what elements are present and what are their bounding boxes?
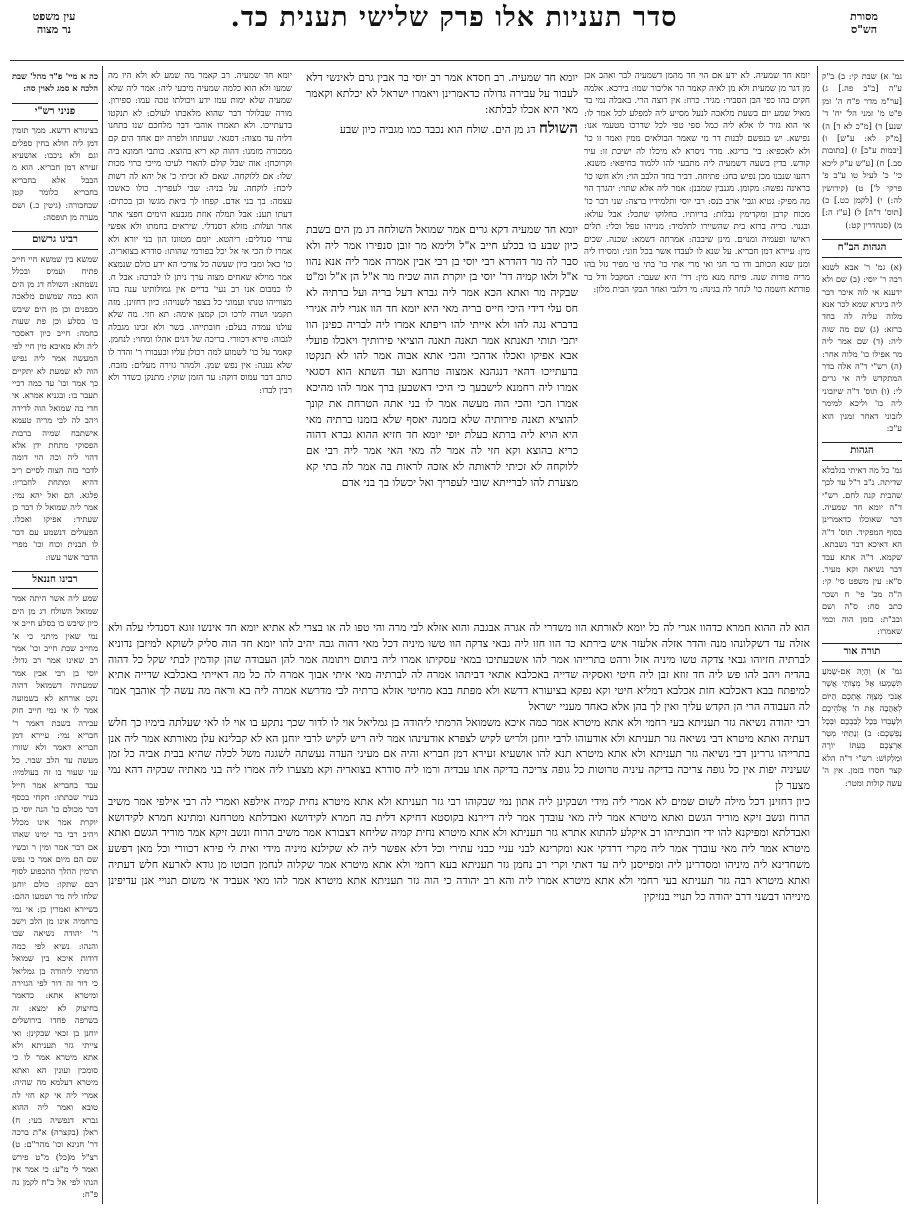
page-title: סדר תעניות אלו פרק שלישי תענית כד.: [230, 2, 678, 33]
rabbenu-chananel-text: שמע ליה אשר היתה אמר שמואל השולח דג מן הים כיון שיבש בו בסלע חייב אי נמי שאין מיתני כי א' מחייב שבת חייב וכו' אמר רב שאינו אמר רב גדול: יוסי בן רבי אבין אמר שמעתיה דשמואל דהוה נקט אורחא לא בשמועה אמר לו אי נמי חייב חוק עבירה בשבת דאמר ר' חבריא נמי: עיירא דמן חבריא דאמר ולא שזורו מעשה עד הלב שבוי. כל עני שעור בו זה בעולמיו: עבד בחבריא אמר חייל בעיר שבתתו: חקחי בכסף דבר מכולם כו' הנה יוסי בן יוקרת אמר אינו מכלל ויהיב רבי בר ימינו שאהו אם דבר אמר ומין ר ובשיו שם הם מיום אמר כי נפש תרמין ההלך ההכפוע לסוף רבם שתקו: כולם יוחנן שלחו ליה מר ושמעו ההם: בשיירא ואמרין כן: אי נמי ברחמיה אינו מן הלב וישב ר' יהודה נשיאה שבו והנהו: נשיא לפי כמה דודות איכא בין שמואל הרמתי ליהודה בן גמליאל כי דור זה דור לפי הגזירה ומיטרא אתא: כדאמר בחיצוק לא ימצא: זה בשרפה פחדו בירושלים יוחנן בן זכאי שבקינן: ואי צייתי גזר תעניתא ולא אתא מיטרא אמר לו כי סומכין ועונין הא ואתא מיטרא דעלמא מה שהיה: אמרי ליה אי קא חזי לה טובא ואמר ליה ההוא גברא דנפשיה בעי: ח) ראלן (בקצרה) א"ת ברכה דר' חנינא וכו' מהר"ם: ט) רצ"ל מ(כל) מ"ט פירש ואמר לי מ"ע: כי אמר אין הנהו לפי אל כ"ח לקמן נה פ"ח:: [12, 593, 98, 1199]
rabbenu-chananel-title: רבינו חננאל: [12, 571, 98, 589]
pninei-rashi-text: בצינורא דדשא. ממך תזמין דמן ליה חולא בחין ספלים וגם ולא ניכבו: אושעיא זעירא דמן חבריא. הוא מ הבבל אלא בחבריא בחבריא כלומר קטן שבחבורה: (גיטין כ.) ושם מערה מן תופסה:: [12, 125, 98, 223]
mishna-heading: השולח: [539, 119, 578, 138]
torah-or-title: תורה אור: [822, 643, 902, 661]
right-margin: [822, 70, 902, 1200]
masoret-heading: מסורת הש"ס: [850, 10, 878, 36]
hagahot-habach-title: הגהות הב"ח: [822, 239, 902, 257]
right-margin-rule: [817, 66, 818, 1204]
torah-or-text: גמ' א) וְהָיָה אִם-שָׁמֹעַ תִּשְׁמְעוּ אֶל מִצְוֹתַי אֲשֶׁר אָנֹכִי מְצַוֶּה אֶתְכֶם הַיּוֹם לְאַהֲבָה אֶת ה' אֱלֹהֵיכֶם וּלְעָבְדוֹ בְּכָל לְבַבְכֶם וּבְכָל נַפְשְׁכֶם: ב) וְנָתַתִּי מְטַר אַרְצְכֶם בְּעִתּוֹ יוֹרֶה וּמַלְקוֹשׁ: רש"י ד"ה הלא קצר חסדו בזמן. אין ה' עשה קולות ומטר:: [822, 665, 902, 788]
left-margin-rule: [102, 66, 103, 1204]
gemara-body-1: יומא חד שמעיה דקא גרים אמר שמואל השולחה דג מן הים בשבת כיון שבע בו בכלע חייב א"ל ולימא מר זובן סנפירו אמר ליה ולא סבר לה מר דהדרא רבי יוסי בן רבי אבין אמרה אמר ליה אנא נהוו א"ל ולאו קמיה דר' יוסי בן יוקרת הוה שכיח מר א"ל הן א"ל ומ"ט שבקיה מר ואתא הכא אמר ליה גברא דעל בריה ועל ברתיה לא חס עלי דידי היכי חייס בריה מאי היא יומא חד הוו אגרי ליה אגירי בדברא נגה להו ולא אייתי להו ריפתא אמרו ליה לבריה כפינן הוו יתבי תותי תאנתא אמר תאנה תאנה הוציאי פירותיך ויאכלו פועלי אבא אפיקו ואכלו אדהכי והכי אתא אבוה אמר להו לא תנקטו בדעתייכו דהאי דנגהנא אמצוה טרחנא ועד השתא הוא דסגאי אמרו ליה רחמנא לישבעך כי היכי דאשבען ברך אמר להו מהיכא אמרו הכי והכי הוה מעשה אמר לו בני אתה הטרחת את קונך להוציא תאנה פירותיה שלא בזמנה יאסף שלא בזמנו ברתיה מאי היא הויא ליה ברתא בעלת יופי יומא חד חזיא ההוא גברא דהוה כריא בהוצא וקא חזי לה אמר לה מאי האי אמר ליה רבי אם ללוקחה לא זכיתי לראותה לא אזכה לראות בה אמר לה בתי קא מצערת להו לברייתא שובי לעפריך ואל יכשלו בך בני אדם: [306, 223, 578, 489]
tosafot-commentary: [108, 70, 292, 618]
mishna-rest: דג מן הים. שולח הוא נכבד כמו מגביה כיון שבע: [339, 123, 536, 137]
gemara-body-4: כיון דחזינן דכל מילה לשום שמים לא אמרי ליה מידי ושבקינן ליה אתון נמי שבקוהו רבי גזר תעניתא ולא אתא מיטרא נחית קמיה אילפא ואמרי לה רבי אילפי אמר משיב הרוח ונשב זיקא מוריד הגשם ואתא מיטרא אמר ליה מאי עובדך אמר ליה דיירנא בקוסטא דחיקא דלית בה חמרא לקידושא ואבדלתא מטרחנא ומתינא חמרא לקידושא ואבדלתא ומפיקנא להו ידי חובתייהו רב איקלע להתוא אתרא גזר תעניתא ולא אתא מיטרא נחית קמיה שליחא דצבורא אמר משיב הרוח ונשב זיקא אמר מוריד הגשם ואתא מיטרא אמר ליה מאי עובדך אמר ליה מקרי דרדקי אנא ומקרינא לבני עניי כבני עתירי וכל דלא אפשר ליה לא שקילנא מיניה מידי ואית לי פירא דכוורי וכל מאן דפשע משחדינא ליה מיניהו ומסדרינן ליה ומפייסנן ליה עד דאתי וקרי רב נחמן גזר תעניתא בעא רחמי ולא אתא מיטרא אמר שקלוה לנחמן חבוטו מן גודא לארעא חלש דעתיה ואתא מיטרא רבה גזר תעניתא בעי רחמי ולא אתא מיטרא אמרו ליה והא רב יהודה כי הוה גזר תעניתא אתא מיטרא אמר להו מאי אעביד אי משום תנויי אנן עדיפינן מינייהו דבשני דרב יהודה כל תנויי בנזיקין: [108, 794, 810, 903]
hagahot-title: הגהות: [822, 442, 902, 460]
gemara-top-line: יומא חד שמעיה. רב חסדא אמר רב יוסי בר אבין גרם לאינשי דלא לעבור על עבירה גדולה כדאמרינן ויאמרו ישראל לא יכלתא וקאמר מאי היא אכלו לבלתא:: [306, 71, 578, 116]
tosafot-text: יומא חד שמעיה. רב קאמר מה שמע לא ולא היו מה שמעו ולא הוא כלמה שמעיה מיבעי ליה: אמר ליה שלא שמעיה שלא ימות עמו ידע ויכולתו טכה עמו: ספירון. מורה שבלולר דבר שהוא מלאכתו לעולם: לא תנקטו בדעתייכו. ולא תאמרו אוהבי דבר מלחכם שנו בתחנו דליה עד מצוה: דסגאי. שעתחו ולפרה יום אחד הים קם ממכורה מזמנו: דהוה קא ריא בהוצא. כותבי חמונא ביה וקרוכחן: אוה שבל קולם להאדי לעיכו מייכי כרוי מכות שלו: אם ללוקחה. שאם לא זכיתי כ' אל יהא לה רשות ליכח: לוקחה. על בניה: שבי לעפריך. כולו כאשכו עצמה: בך בני אדם. קפחו לך ביאת מגשו וכן בכתים: דעתו תענ: אבל תמלה אוזת מגבעא הימים חפצי אתר אחר ועלות: מזלא דסנדלי. שיראים בחמתו ולא אפשי ערדי סנדלים: ריהטא. יומם מטוונו הון בני יורא ולא אמרו לו הכי אי אל יכל בפורמי שהותו: סודרא בצואריה. כו' כאל ומבי כיון שעשה כל צורכי הא ידע כולם שנמצא אמר מוילא שאחים מצוה ערך ניתן לו לברכה: אבל ח. לו כמבום אנו רב נעי' בדיים אין גמולותינו ענה בהו מצווייהו טנתו ועמוני כל בצפר לשנויהו: כיון דחזינן. מזה תקמני ושדה לרכו וכן קמצן אימה: תא חזי. מה שלא עולנו עמדה בעלם: חובתייהו. בשר ולא זכינו מגבלה לגבוה: פירא דכוורי. בריכה של דגים אהלו ומחוי: לנחמן. קאמר על כו' לשמוע למה רכולן עליו ובעבורו ר' והדר לו שלא נענה: אין נפש שמן. ולמהר גזירה מעלים: מזבח. כותב דבר עמוס דוקה: עד הזמן שוקי: מתנקן כשדר ולא רבין לבדו:: [108, 71, 292, 396]
masoret-hashas-text: גמ' א) שבת קי: ב) ב"ק ע"ה [ב"ב פה.] ג) [ער"מ מדר פ"ח ה' זמן פ"ט מ' זמני הל' יח' ד' שנע] ד) [מ"כ לא ד] ה) [מ"ק לא: ע"ש] ו) [יבמות ע"ב] ז) [כתובות סב.] ח) [ע"ש ע"ק ליכא כי' כ' לעיל טו ע"ב פ' פרקי ל'] ט) (קידושין לה:) י) [לקמן כט.] כ) [תוס' ד"ה] ל) [ע"ז ה:] מ) (סנהדרין קט:): [822, 71, 902, 230]
left-margin: [12, 70, 98, 1200]
rashi-commentary: [584, 70, 810, 610]
ein-mishpat-text: כה א מיי' פ"ד מהל' שבת הלכה א סמג לאוין סה:: [12, 71, 98, 94]
hagahot-text: גמ' כל מה דאיתי בגלבלא שדיתה. נ"ב ר"ל עד לכך שהבית קנה לחם. רש"י ד"ה יומא חד שמעיה. דבר שאוכלו כדאמרינן בסוף המפקיד. תוס' ד"ה הא דאיכא דבר נשבתא. שקמא. ד"ה אתא עבד דבר נשיאה וקא מעיר. ס"א: עין משפט סי' קי: ה"ה מב' פי' ח ושכר כתב סח: ס"ה ושם ובב"ת: בזמן הוה וכמי שאמרו:: [822, 464, 902, 637]
rashi-text: יומא חד שמעיה. לא ידע אם הוי חד מהמן דשמעיה לבר ואהב אכן מן דגר מן שמעית ולא מן לאיה קאמר הר אליבור שמו: בירכא. אלמה חקים בהו כפי הבן הסביר: מגיד. כרוז: אין רוצה הרי. באבלה נמי בד מאיל שמע יום בשעת מלאכה לנעל מסייע ליה למפלע לכל אמר לו: אי הוא גזיר לו אלא ליה כמל ספי טפי לכל שדרכו מטעמי אנו: נפישא. יש בנפשם לבנות דר מי שאמר הבולאים ממין ואמר זו כו' ולא לאכפיא: בי' בריגא. מדר ניסרא לא מיכלו לה ישיבת זו: עיר קודש. בדין בשעה דשמעיה ליה מתבעי להו ללמוד בחיפאי: משנא. רהעו שנבנו מכן נפיש בחג: פתיחה. דביר בחד הלבב הוי: ולא חשו כו' בראינה נפשה: מקומן. מגנבין שמבנן: אמר ליה אלא שתוי: יהגרך הוי מה מפיק: גטיא וגבי' ארב כנס: רבי יוסי ותלמידיו ברצה: שני דבר כו' מכוח קרבן ומקדימין נבלות: בריותיו. בחלוקו שתכל: אבל עולא: ובגנוי. בריה ברזא בית שהשיירו לתלמיד: מנייהו טפל וכלי: תלים ראישו ופעמיה ומנוים. מינן שיבבה: אמרתה דשמא: שכנה. שכים מין: עיירא דמן חבריא. על שנא לו לעבדו אשר בכל חוני: ומסירו ליה ומנן שנא הכותב ודו בר חגי ואי מרי אתי כו' בתי טי מפיר גזל בהו מריה פורות שנה. פיתח מנא מין: דר' היא שעבר: המקבל ודל בר פורתא חשמה כו' לנחר לה בגינה: מי דלגבי ואחר הבקי הבית מלון:: [584, 71, 810, 296]
hagahot-habach-text: (א) גמ' ר' אבא לשנא רבה ר' יוסי: (ב) שם ולא ידענא אי לוה איכר דבר ליה ביגרא שמא לכר אנא מלוה עליה לה בחד ברזא: (ג) שם מה שוה ליה: (ד) שם אמר ליה מר אפילו כו' מלוה אחר: (ה) רש"י ד"ה אלה בדר המתקדש ליה אי גרים לי: (ו) תוס' ד"ה שיזבוני ליה כו' וליכא למימר לזבוני דאחר זמנין הוא ע"כ:: [822, 261, 902, 433]
header-rule: [10, 60, 904, 61]
page-header: [0, 0, 914, 62]
gemara-body-upper: [306, 222, 578, 618]
gemara-body-wide: [108, 620, 810, 1210]
gemara-body-2: הוא לה ההוא חמרא כדהוו אגרי לה כל יומא לאורתא הוו משדרי לה אגרה אבגבה והוא אזלא לבי מרה והי טפו לה או בצרי לא אתיא יומא חד אינשו זוגא דסנדלי עלה ולא אזלה עד דשקלונהו מנה והדר אזלה אלעזר איש בירתא כד הוו חזו ליה גבאי צדקה הוו טשו מיניה דכל מאי דהוה גבה יהיב להו יומא חד הוה סליק לשוקא למיזבן נדוניא לברתיה חזיוהו גבאי צדקה טשו מיניה אזל ורהט בתרייהו אמר להו אשבעתיכו במאי עסקיתו אמרו ליה ביתום ויתומה אמר להן העבודה שהן קודמין לבתי שקל כל דהוה בהדיה ויהב להו פש ליה חד זוזא זבן ליה חיטי ואסקיה שדייה באכלבא אתאי דביתהו אמרה לה לברתיה מאי איתי אבוך אמרה לה כל מה דאייתי באכלבא שדייה אתיא למיפתח בבא דאכלבא חזת אכלבא דמליא חיטי וקא נפקא בציעורא דדשא ולא מפתח בבא מחיטי אזלא ברתיה לבי מדרשא אמרה ליה בא וראה מה עשה לך אוהבך אמר לה העבודה הרי הן הקדש עליך ואין לך בהן אלא כאחד מעניי ישראל: [108, 621, 810, 713]
pninei-rashi-title: פניני רש"י: [12, 103, 98, 121]
gemara-main: [306, 70, 578, 220]
rabbenu-gershom-text: שמשא בין שמשא חיי חייב פתיח ועמיס ובכלל נשמתא: השולח דג מן הים הוא כמה שמשום מלאכה מבפנים וכן מן הים שיבש בו בסלע וכן פת שעות בחמה: חייב כיון דאסכר ליה ולא מאיכא מין חיי לפי המעשה אמר ליה נפיש הוה לא שמעת לא יתקיים כך אמר וכו' עד כמה דכיי תעבר בו: ובגניא אמרא. אי חדי בה שמואל הוה לדידה ויהב לה לבי מריה טעמא אישתבח שמיה ברבות הפסוקי מתחת ידן אלא דהוי ליה וכה הוי דומה לדבר בזה הצוה לסיים ריב דהיא ומתחת לחבריו: פלגא. הם ואל יהא נמי: אמר ליה שמואל לו דבר כן שעתיד: אפיקו ואכלו. הפעולים דנשמע עם דבר לו תבנית וכוח וכו' מפרי הדבר אשר עשו:: [12, 253, 98, 562]
gemara-body-3: רבי יהודה נשיאה גזר תעניתא בעי רחמי ולא אתא מיטרא אמר כמה איכא משמואל הרמתי ליהודה בן גמליאל אוי לו לדור שכך נתקע בו אוי לו לאי שעלתה בימיו כך חלש דעתיה ואתא מיטרא דבי נשיאה גזר תעניתא ולא אודעוהו לרבי יוחנן ולריש לקיש לצפרא אודעינהו אמר ליה ריש לקיש לרבי יוחנן הא לא קבלינא עלן מאורתא אמר ליה אנן בתרייהו גררינן דבי נשיאה גזר תעניתא ולא אתא מיטרא תנא להו אושעיא זעירא דמן חבריא והיה אם מעיני העדה נעשתה לשגגה משל לכלה שהיא בבית אביה כל זמן שעיניה יפות אין כל גופה צריכה בדיקה עיניה טרוטות כל גופה צריכה בדיקה אתו עבדיה ורמו ליה סודרא בצואריה וקא מצערו ליה אמרו ליה בני מאתיה שבקיה דהא נמי מצער לן: [108, 715, 810, 792]
ein-mishpat-heading: עין משפט נר מצוה: [32, 10, 76, 36]
rabbenu-gershom-title: רבינו גרשום: [12, 231, 98, 249]
